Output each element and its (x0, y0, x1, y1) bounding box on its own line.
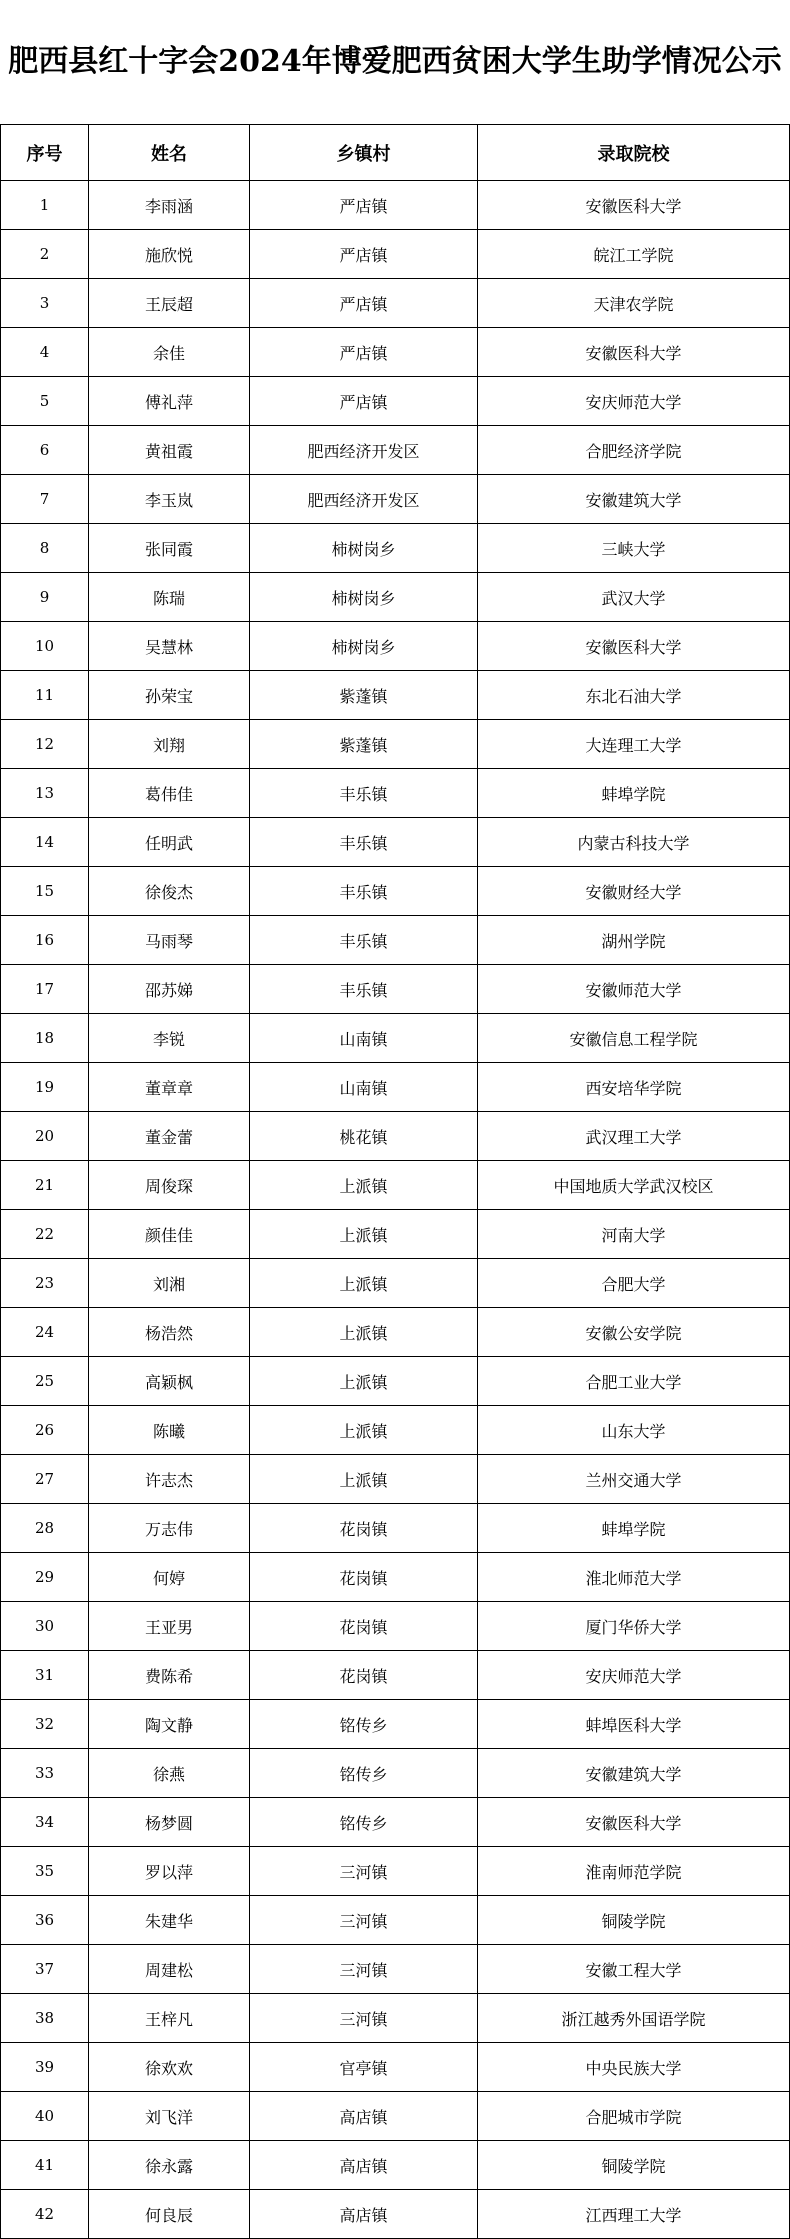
cell-serial-number: 39 (1, 2043, 89, 2092)
cell-admitted-school: 中央民族大学 (478, 2043, 790, 2092)
cell-serial-number: 14 (1, 818, 89, 867)
cell-name: 朱建华 (89, 1896, 250, 1945)
cell-township: 花岗镇 (250, 1602, 478, 1651)
cell-name: 吴慧林 (89, 622, 250, 671)
cell-name: 邵苏娣 (89, 965, 250, 1014)
cell-serial-number: 26 (1, 1406, 89, 1455)
cell-serial-number: 29 (1, 1553, 89, 1602)
cell-name: 董章章 (89, 1063, 250, 1112)
cell-township: 三河镇 (250, 1847, 478, 1896)
cell-serial-number: 6 (1, 426, 89, 475)
table-row (1, 769, 790, 818)
cell-name: 刘翔 (89, 720, 250, 769)
cell-name: 徐欢欢 (89, 2043, 250, 2092)
table-row (1, 1063, 790, 1112)
table-row (1, 1896, 790, 1945)
cell-serial-number: 7 (1, 475, 89, 524)
cell-name: 任明武 (89, 818, 250, 867)
cell-township: 官亭镇 (250, 2043, 478, 2092)
cell-serial-number: 15 (1, 867, 89, 916)
table-row (1, 1259, 790, 1308)
cell-serial-number: 5 (1, 377, 89, 426)
cell-township: 上派镇 (250, 1161, 478, 1210)
cell-serial-number: 28 (1, 1504, 89, 1553)
cell-township: 铭传乡 (250, 1749, 478, 1798)
cell-name: 张同霞 (89, 524, 250, 573)
cell-admitted-school: 兰州交通大学 (478, 1455, 790, 1504)
cell-township: 桃花镇 (250, 1112, 478, 1161)
cell-serial-number: 18 (1, 1014, 89, 1063)
cell-name: 孙荣宝 (89, 671, 250, 720)
table-row (1, 426, 790, 475)
cell-serial-number: 2 (1, 230, 89, 279)
cell-serial-number: 22 (1, 1210, 89, 1259)
cell-admitted-school: 浙江越秀外国语学院 (478, 1994, 790, 2043)
table-row (1, 1210, 790, 1259)
cell-name: 万志伟 (89, 1504, 250, 1553)
cell-admitted-school: 安徽医科大学 (478, 622, 790, 671)
table-row (1, 671, 790, 720)
cell-serial-number: 12 (1, 720, 89, 769)
cell-serial-number: 41 (1, 2141, 89, 2190)
cell-township: 上派镇 (250, 1210, 478, 1259)
cell-township: 上派镇 (250, 1357, 478, 1406)
cell-township: 丰乐镇 (250, 867, 478, 916)
table-row (1, 1455, 790, 1504)
cell-serial-number: 40 (1, 2092, 89, 2141)
cell-serial-number: 30 (1, 1602, 89, 1651)
cell-admitted-school: 东北石油大学 (478, 671, 790, 720)
table-row (1, 2141, 790, 2190)
cell-serial-number: 25 (1, 1357, 89, 1406)
cell-name: 徐俊杰 (89, 867, 250, 916)
cell-admitted-school: 内蒙古科技大学 (478, 818, 790, 867)
cell-township: 花岗镇 (250, 1553, 478, 1602)
cell-serial-number: 32 (1, 1700, 89, 1749)
table-row (1, 1357, 790, 1406)
cell-name: 颜佳佳 (89, 1210, 250, 1259)
table-row (1, 1847, 790, 1896)
cell-name: 傅礼萍 (89, 377, 250, 426)
table-row (1, 1651, 790, 1700)
cell-admitted-school: 江西理工大学 (478, 2190, 790, 2239)
cell-admitted-school: 西安培华学院 (478, 1063, 790, 1112)
cell-name: 刘飞洋 (89, 2092, 250, 2141)
cell-admitted-school: 皖江工学院 (478, 230, 790, 279)
cell-serial-number: 10 (1, 622, 89, 671)
table-row (1, 181, 790, 230)
student-aid-table (0, 124, 790, 2239)
cell-township: 上派镇 (250, 1455, 478, 1504)
cell-serial-number: 23 (1, 1259, 89, 1308)
cell-serial-number: 35 (1, 1847, 89, 1896)
cell-serial-number: 1 (1, 181, 89, 230)
table-row (1, 622, 790, 671)
table-row (1, 2190, 790, 2239)
cell-serial-number: 3 (1, 279, 89, 328)
table-row (1, 1504, 790, 1553)
cell-admitted-school: 淮南师范学院 (478, 1847, 790, 1896)
table-row (1, 1798, 790, 1847)
cell-admitted-school: 合肥城市学院 (478, 2092, 790, 2141)
cell-name: 陶文静 (89, 1700, 250, 1749)
table-row (1, 475, 790, 524)
cell-name: 王辰超 (89, 279, 250, 328)
cell-name: 董金蕾 (89, 1112, 250, 1161)
cell-name: 何良辰 (89, 2190, 250, 2239)
cell-name: 葛伟佳 (89, 769, 250, 818)
cell-name: 施欣悦 (89, 230, 250, 279)
table-row (1, 1308, 790, 1357)
cell-admitted-school: 三峡大学 (478, 524, 790, 573)
table-body (1, 181, 790, 2239)
table-row (1, 377, 790, 426)
header-serial-number: 序号 (1, 125, 89, 181)
cell-name: 马雨琴 (89, 916, 250, 965)
cell-township: 花岗镇 (250, 1504, 478, 1553)
cell-serial-number: 37 (1, 1945, 89, 1994)
cell-township: 铭传乡 (250, 1700, 478, 1749)
cell-admitted-school: 中国地质大学武汉校区 (478, 1161, 790, 1210)
cell-township: 高店镇 (250, 2190, 478, 2239)
cell-admitted-school: 安徽医科大学 (478, 181, 790, 230)
cell-admitted-school: 武汉理工大学 (478, 1112, 790, 1161)
cell-township: 肥西经济开发区 (250, 426, 478, 475)
cell-serial-number: 27 (1, 1455, 89, 1504)
cell-admitted-school: 安徽师范大学 (478, 965, 790, 1014)
cell-township: 花岗镇 (250, 1651, 478, 1700)
cell-serial-number: 8 (1, 524, 89, 573)
cell-township: 丰乐镇 (250, 769, 478, 818)
cell-name: 许志杰 (89, 1455, 250, 1504)
cell-serial-number: 17 (1, 965, 89, 1014)
table-row (1, 916, 790, 965)
cell-serial-number: 36 (1, 1896, 89, 1945)
cell-admitted-school: 武汉大学 (478, 573, 790, 622)
cell-serial-number: 19 (1, 1063, 89, 1112)
table-row (1, 1112, 790, 1161)
cell-name: 徐永露 (89, 2141, 250, 2190)
table-row (1, 524, 790, 573)
cell-admitted-school: 安庆师范大学 (478, 377, 790, 426)
cell-admitted-school: 淮北师范大学 (478, 1553, 790, 1602)
cell-township: 紫蓬镇 (250, 720, 478, 769)
table-row (1, 1602, 790, 1651)
cell-township: 严店镇 (250, 377, 478, 426)
cell-serial-number: 21 (1, 1161, 89, 1210)
cell-serial-number: 31 (1, 1651, 89, 1700)
cell-township: 三河镇 (250, 1945, 478, 1994)
cell-admitted-school: 大连理工大学 (478, 720, 790, 769)
cell-name: 李玉岚 (89, 475, 250, 524)
table-row (1, 2043, 790, 2092)
cell-serial-number: 34 (1, 1798, 89, 1847)
table-row (1, 965, 790, 1014)
cell-admitted-school: 铜陵学院 (478, 1896, 790, 1945)
table-row (1, 2092, 790, 2141)
table-row (1, 230, 790, 279)
cell-admitted-school: 蚌埠医科大学 (478, 1700, 790, 1749)
cell-serial-number: 13 (1, 769, 89, 818)
cell-name: 陈瑞 (89, 573, 250, 622)
table-row (1, 573, 790, 622)
cell-township: 山南镇 (250, 1014, 478, 1063)
header-name: 姓名 (89, 125, 250, 181)
table-header-row (1, 125, 790, 181)
header-admitted-school: 录取院校 (478, 125, 790, 181)
cell-name: 何婷 (89, 1553, 250, 1602)
cell-admitted-school: 安徽信息工程学院 (478, 1014, 790, 1063)
cell-name: 高颖枫 (89, 1357, 250, 1406)
cell-name: 周俊琛 (89, 1161, 250, 1210)
cell-admitted-school: 天津农学院 (478, 279, 790, 328)
cell-township: 严店镇 (250, 328, 478, 377)
table-row (1, 818, 790, 867)
cell-admitted-school: 河南大学 (478, 1210, 790, 1259)
cell-township: 上派镇 (250, 1406, 478, 1455)
cell-township: 铭传乡 (250, 1798, 478, 1847)
cell-name: 罗以萍 (89, 1847, 250, 1896)
cell-name: 杨梦圆 (89, 1798, 250, 1847)
cell-admitted-school: 合肥经济学院 (478, 426, 790, 475)
cell-serial-number: 16 (1, 916, 89, 965)
cell-name: 徐燕 (89, 1749, 250, 1798)
cell-serial-number: 33 (1, 1749, 89, 1798)
cell-admitted-school: 安徽工程大学 (478, 1945, 790, 1994)
cell-admitted-school: 湖州学院 (478, 916, 790, 965)
cell-admitted-school: 安徽医科大学 (478, 328, 790, 377)
cell-admitted-school: 安徽建筑大学 (478, 1749, 790, 1798)
table-row (1, 1406, 790, 1455)
cell-township: 柿树岗乡 (250, 573, 478, 622)
cell-township: 高店镇 (250, 2092, 478, 2141)
cell-admitted-school: 安徽医科大学 (478, 1798, 790, 1847)
cell-township: 丰乐镇 (250, 818, 478, 867)
cell-serial-number: 24 (1, 1308, 89, 1357)
cell-admitted-school: 厦门华侨大学 (478, 1602, 790, 1651)
cell-township: 三河镇 (250, 1994, 478, 2043)
cell-township: 严店镇 (250, 230, 478, 279)
cell-serial-number: 42 (1, 2190, 89, 2239)
header-township: 乡镇村 (250, 125, 478, 181)
table-row (1, 279, 790, 328)
cell-township: 柿树岗乡 (250, 622, 478, 671)
cell-name: 余佳 (89, 328, 250, 377)
cell-township: 丰乐镇 (250, 965, 478, 1014)
cell-admitted-school: 蚌埠学院 (478, 1504, 790, 1553)
table-row (1, 1945, 790, 1994)
cell-admitted-school: 安徽财经大学 (478, 867, 790, 916)
cell-township: 三河镇 (250, 1896, 478, 1945)
cell-serial-number: 11 (1, 671, 89, 720)
cell-name: 王亚男 (89, 1602, 250, 1651)
table-row (1, 1161, 790, 1210)
cell-admitted-school: 山东大学 (478, 1406, 790, 1455)
cell-name: 周建松 (89, 1945, 250, 1994)
cell-name: 杨浩然 (89, 1308, 250, 1357)
cell-name: 黄祖霞 (89, 426, 250, 475)
table-row (1, 328, 790, 377)
cell-township: 丰乐镇 (250, 916, 478, 965)
cell-name: 李锐 (89, 1014, 250, 1063)
cell-township: 山南镇 (250, 1063, 478, 1112)
table-row (1, 1553, 790, 1602)
table-row (1, 720, 790, 769)
cell-township: 严店镇 (250, 279, 478, 328)
cell-serial-number: 4 (1, 328, 89, 377)
page-title: 肥西县红十字会2024年博爱肥西贫困大学生助学情况公示 (8, 44, 782, 79)
table-row (1, 867, 790, 916)
table-row (1, 1700, 790, 1749)
cell-name: 费陈希 (89, 1651, 250, 1700)
table-row (1, 1994, 790, 2043)
cell-township: 上派镇 (250, 1259, 478, 1308)
table-row (1, 1014, 790, 1063)
cell-township: 上派镇 (250, 1308, 478, 1357)
cell-township: 紫蓬镇 (250, 671, 478, 720)
table-row (1, 1749, 790, 1798)
cell-name: 王梓凡 (89, 1994, 250, 2043)
cell-township: 肥西经济开发区 (250, 475, 478, 524)
cell-serial-number: 9 (1, 573, 89, 622)
cell-admitted-school: 安徽公安学院 (478, 1308, 790, 1357)
cell-admitted-school: 蚌埠学院 (478, 769, 790, 818)
cell-township: 高店镇 (250, 2141, 478, 2190)
cell-admitted-school: 安庆师范大学 (478, 1651, 790, 1700)
cell-name: 刘湘 (89, 1259, 250, 1308)
cell-admitted-school: 铜陵学院 (478, 2141, 790, 2190)
cell-township: 严店镇 (250, 181, 478, 230)
cell-admitted-school: 合肥大学 (478, 1259, 790, 1308)
cell-admitted-school: 安徽建筑大学 (478, 475, 790, 524)
cell-name: 陈曦 (89, 1406, 250, 1455)
cell-name: 李雨涵 (89, 181, 250, 230)
cell-serial-number: 20 (1, 1112, 89, 1161)
cell-township: 柿树岗乡 (250, 524, 478, 573)
cell-serial-number: 38 (1, 1994, 89, 2043)
cell-admitted-school: 合肥工业大学 (478, 1357, 790, 1406)
